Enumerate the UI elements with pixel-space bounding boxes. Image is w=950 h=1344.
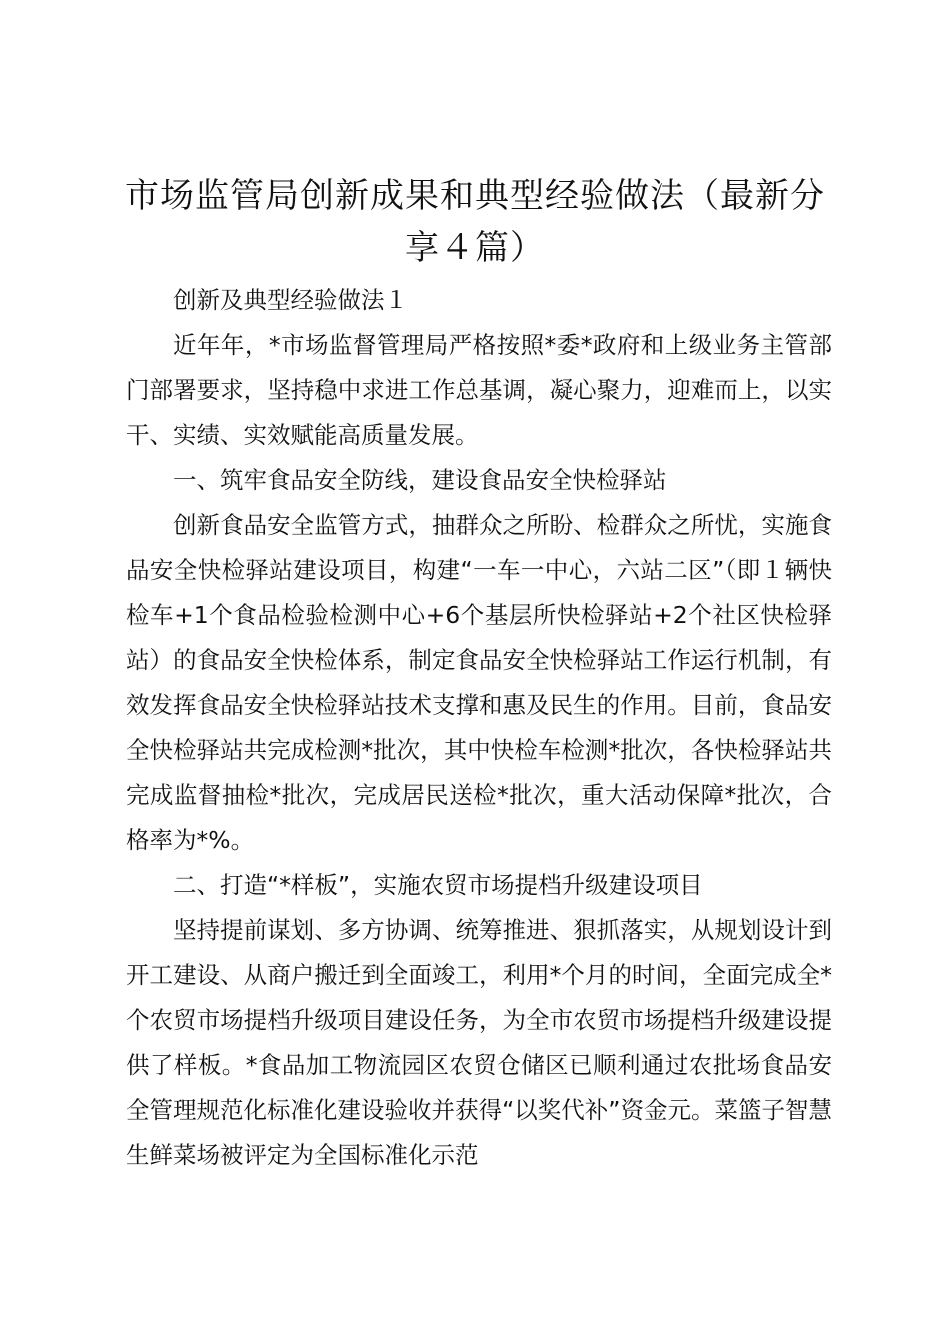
document-body bbox=[126, 278, 832, 1178]
section-heading: 二、打造“*样板”，实施农贸市场提档升级建设项目 bbox=[173, 871, 703, 899]
section-heading: 一、筑牢食品安全防线，建设食品安全快检驿站 bbox=[173, 466, 667, 494]
document-title bbox=[110, 170, 840, 274]
body-paragraph: 创新食品安全监管方式，抽群众之所盼、检群众之所忧，实施食品安全快检驿站建设项目，构建“一车一中心，六站二区”（即１辆快检车+1个食品检验检测中心+6个基层所快检驿站+2个社区快检驿站）的食品安全快检体系，制定食品安全快检驿站工作运行机制，有效发挥食品安全快检驿站技术支撑和惠及民生的作用。目前，食品安全快检驿站共完成检测*批次，其中快检车检测*批次，各快检驿站共完成监督抽检*批次，完成居民送检*批次，重大活动保障*批次，合格率为*%。 bbox=[126, 511, 832, 854]
body-paragraph: 近年年，*市场监督管理局严格按照*委*政府和上级业务主管部门部署要求，坚持稳中求进工作总基调，凝心聚力，迎难而上，以实干、实绩、实效赋能高质量发展。 bbox=[126, 331, 832, 449]
section-subtitle: 创新及典型经验做法１ bbox=[173, 286, 408, 314]
document-title-line-2: 享４篇） bbox=[405, 228, 545, 268]
body-paragraph: 坚持提前谋划、多方协调、统筹推进、狠抓落实，从规划设计到开工建设、从商户搬迁到全面竣工，利用*个月的时间，全面完成全*个农贸市场提档升级项目建设任务，为全市农贸市场提档升级建设提供了样板。*食品加工物流园区农贸仓储区已顺利通过农批场食品安全管理规范化标准化建设验收并获得“以奖代补”资金元。菜篮子智慧生鲜菜场被评定为全国标准化示范 bbox=[126, 916, 832, 1169]
document-title-line-1: 市场监管局创新成果和典型经验做法（最新分 bbox=[125, 176, 825, 216]
